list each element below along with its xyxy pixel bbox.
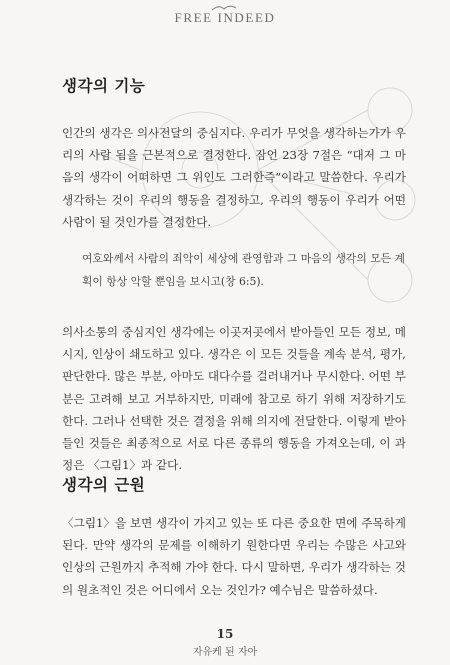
scripture-quote: 여호와께서 사람의 죄악이 세상에 관영함과 그 마음의 생각의 모든 계획이 항상 악할 뿐임을 보시고(창 6:5). xyxy=(82,252,405,288)
book-title-footer: 자유케 된 자아 xyxy=(192,647,258,658)
bird-ornament-icon xyxy=(209,2,239,16)
section-heading-source: 생각의 근원 xyxy=(62,475,146,494)
body-paragraph: 〈그림1〉을 보면 생각이 가지고 있는 또 다른 중요한 면에 주목하게 된다. 만약 생각의 문제를 이해하기 원한다면 우리는 수많은 사고와 인상의 근원까지 추적해 가야 한다. 다시 말하면, 우리가 생각하는 것의 원초적인 것은 어디에서 오는 것인가? 예수님은 말씀하셨다. xyxy=(62,516,406,597)
body-paragraph: 의사소통의 중심지인 생각에는 이곳저곳에서 받아들인 모든 정보, 메시지, 인상이 쇄도하고 있다. 생각은 이 모든 것들을 계속 분석, 평가, 판단한다. 많은 부분, 아마도 대다수를 걸러내거나 무시한다. 어떤 부분은 고려해 보고 거부하지만, 미래에 참고로 하기 위해 저장하기도 한다. 그러나 선택한 것은 결정을 위해 의지에 전달한다. 이렇게 받아들인 것들은 최종적으로 서로 다른 종류의 행동을 가져오는데, 이 과정은 〈그림1〉과 같다. xyxy=(62,325,406,473)
body-paragraph: 인간의 생각은 의사전달의 중심지다. 우리가 무엇을 생각하는가가 우리의 사람 됨을 근본적으로 결정한다. 잠언 23장 7절은 “대저 그 마음의 생각이 어떠하면 그 위인도 그러한즉”이라고 말씀한다. 우리가 생각하는 것이 우리의 행동을 결정하고, 우리의 행동이 우리가 어떤 사람이 될 것인가를 결정한다. xyxy=(62,126,406,229)
page-number: 15 xyxy=(216,627,234,641)
section-heading-function: 생각의 기능 xyxy=(62,76,146,95)
running-header: FREE INDEED xyxy=(174,10,276,25)
